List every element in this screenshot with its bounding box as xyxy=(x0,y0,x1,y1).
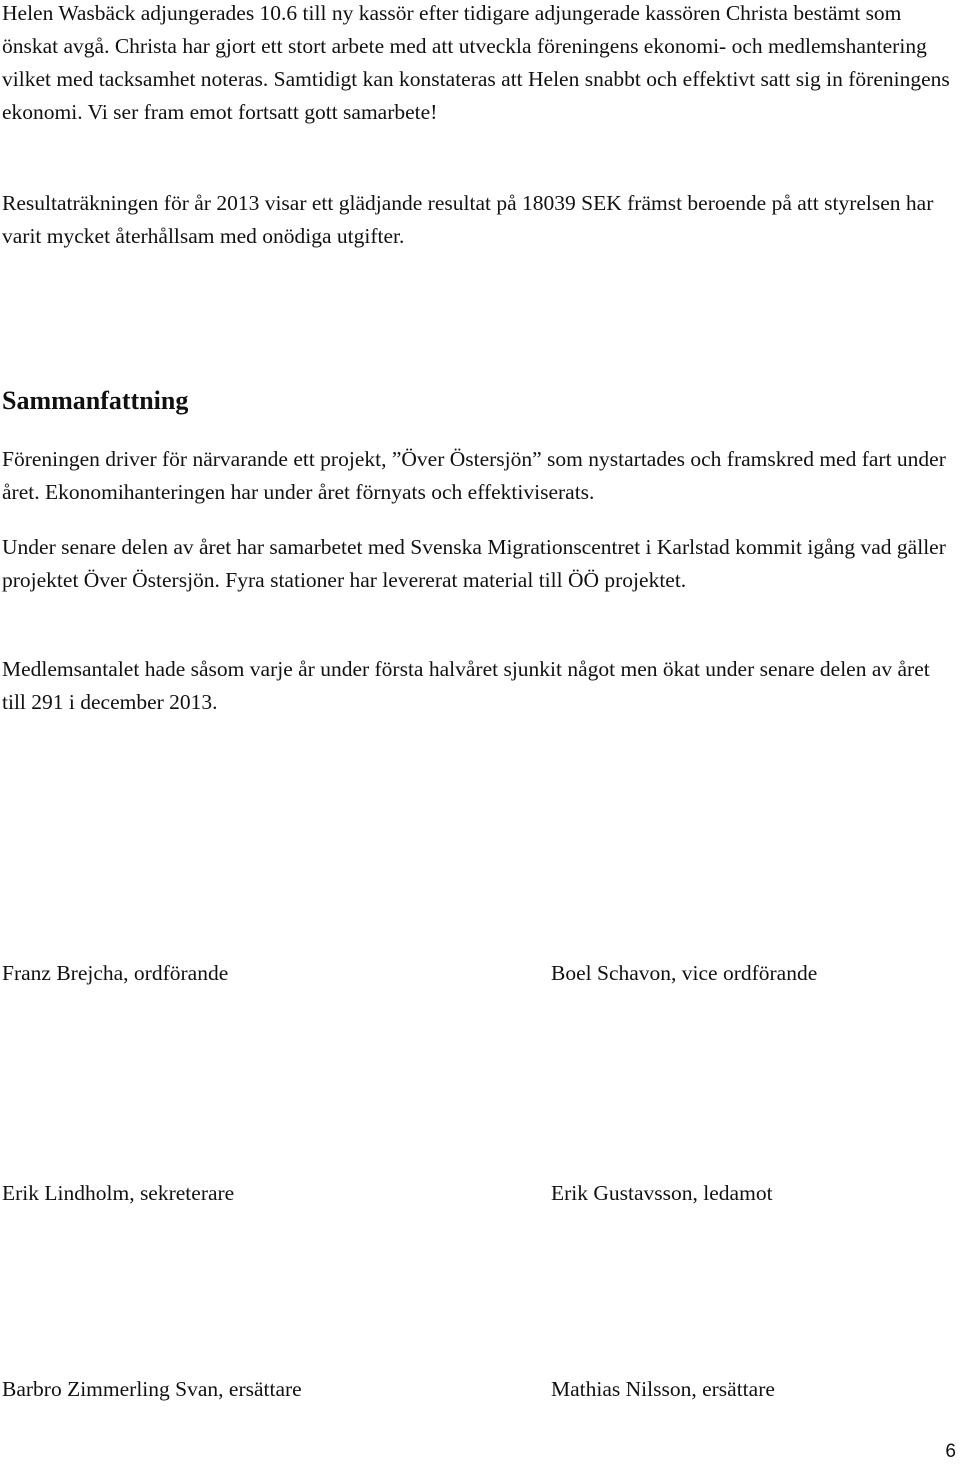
summary-paragraph-members: Medlemsantalet hade såsom varje år under första halvåret sjunkit något men ökat under senare delen av året till 291 i december 2013. xyxy=(2,657,930,714)
signature-vice-chair: Boel Schavon, vice ordförande xyxy=(551,961,818,985)
intro-paragraph-treasurer: Helen Wasbäck adjungerades 10.6 till ny kassör efter tidigare adjungerade kassören Christa bestämt som önskat avgå. Christa har gjort ett stort arbete med att utveckla föreningens ekonomi- och medlemshantering vilket med tacksamhet noteras. Samtidigt kan konstateras att Helen snabbt och effektivt satt sig in föreningens ekonomi. Vi ser fram emot fortsatt gott samarbete! xyxy=(2,1,950,124)
intro-paragraph-result: Resultaträkningen för år 2013 visar ett glädjande resultat på 18039 SEK främst beroende på att styrelsen har varit mycket återhållsam med onödiga utgifter. xyxy=(2,191,934,248)
summary-paragraph-project: Föreningen driver för närvarande ett projekt, ”Över Östersjön” som nystartades och framskred med fart under året. Ekonomihanteringen har under året förnyats och effektiviserats. xyxy=(2,447,946,504)
summary-paragraph-collaboration: Under senare delen av året har samarbetet med Svenska Migrationscentret i Karlstad kommit igång vad gäller projektet Över Östersjön. Fyra stationer har levererat material till ÖÖ projektet. xyxy=(2,535,946,592)
section-heading-summary: Sammanfattning xyxy=(2,386,189,415)
signature-chair: Franz Brejcha, ordförande xyxy=(2,961,229,985)
signature-board-member: Erik Gustavsson, ledamot xyxy=(551,1181,773,1205)
signature-substitute-1: Barbro Zimmerling Svan, ersättare xyxy=(2,1377,302,1401)
signature-substitute-2: Mathias Nilsson, ersättare xyxy=(551,1377,775,1401)
signature-secretary: Erik Lindholm, sekreterare xyxy=(2,1181,235,1205)
page-number: 6 xyxy=(945,1441,956,1462)
